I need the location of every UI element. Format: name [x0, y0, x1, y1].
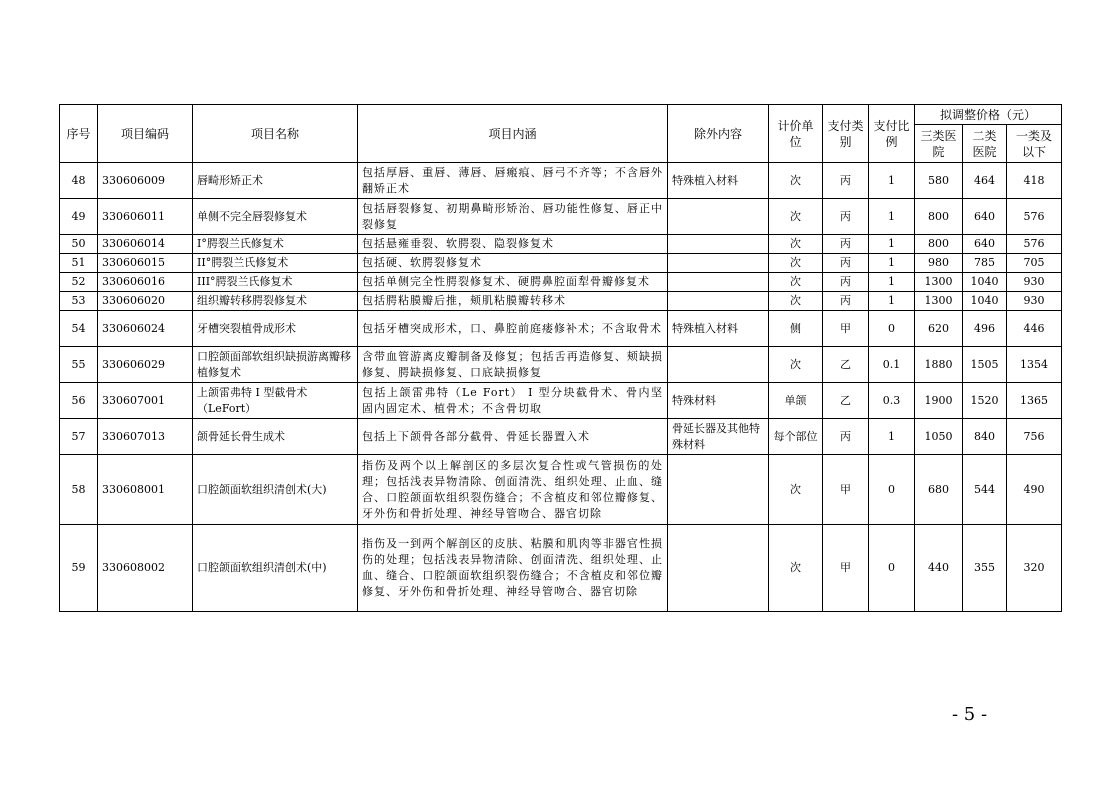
- table-body: [60, 163, 1062, 612]
- cell-pay-ratio: 1: [869, 163, 915, 199]
- cell-pay-type: 乙: [823, 383, 869, 419]
- cell-price-class1: 1354: [1007, 347, 1062, 383]
- header-class2: 二类医院: [963, 125, 1007, 163]
- cell-code: 330606015: [98, 254, 193, 273]
- cell-price-class2: 1520: [963, 383, 1007, 419]
- cell-exclude: [668, 273, 769, 292]
- cell-content: 包括厚唇、重唇、薄唇、唇瘢痕、唇弓不齐等；不含唇外翻矫正术: [358, 163, 668, 199]
- cell-pay-ratio: 0.3: [869, 383, 915, 419]
- cell-code: 330606024: [98, 311, 193, 347]
- cell-content: 含带血管游离皮瓣制备及修复；包括舌再造修复、颊缺损修复、腭缺损修复、口底缺损修复: [358, 347, 668, 383]
- cell-name: 口腔颌面部软组织缺损游离瓣移植修复术: [193, 347, 358, 383]
- table-row: [60, 347, 1062, 383]
- cell-name: I°腭裂兰氏修复术: [193, 235, 358, 254]
- cell-pay-ratio: 1: [869, 292, 915, 311]
- cell-price-class1: 490: [1007, 455, 1062, 525]
- cell-exclude: [668, 199, 769, 235]
- cell-price-class3: 980: [915, 254, 963, 273]
- cell-code: 330606009: [98, 163, 193, 199]
- header-name: 项目名称: [193, 105, 358, 163]
- cell-unit: 次: [769, 235, 823, 254]
- table-row: [60, 163, 1062, 199]
- header-seq: 序号: [60, 105, 98, 163]
- cell-exclude: 特殊材料: [668, 383, 769, 419]
- cell-content: 包括牙槽突成形术，口、鼻腔前庭瘘修补术；不含取骨术: [358, 311, 668, 347]
- cell-price-class3: 1300: [915, 273, 963, 292]
- cell-seq: 50: [60, 235, 98, 254]
- cell-seq: 53: [60, 292, 98, 311]
- cell-price-class1: 446: [1007, 311, 1062, 347]
- cell-price-class3: 580: [915, 163, 963, 199]
- cell-code: 330606029: [98, 347, 193, 383]
- cell-unit: 次: [769, 163, 823, 199]
- cell-seq: 49: [60, 199, 98, 235]
- cell-exclude: [668, 254, 769, 273]
- cell-code: 330608002: [98, 525, 193, 612]
- cell-code: 330606016: [98, 273, 193, 292]
- header-code: 项目编码: [98, 105, 193, 163]
- cell-seq: 59: [60, 525, 98, 612]
- cell-price-class1: 576: [1007, 199, 1062, 235]
- table-row: [60, 383, 1062, 419]
- cell-exclude: [668, 347, 769, 383]
- cell-price-class1: 418: [1007, 163, 1062, 199]
- page-number: - 5 -: [952, 704, 988, 725]
- cell-pay-type: 丙: [823, 254, 869, 273]
- header-pay-type: 支付类别: [823, 105, 869, 163]
- cell-pay-type: 丙: [823, 292, 869, 311]
- cell-pay-type: 丙: [823, 273, 869, 292]
- cell-price-class3: 1050: [915, 419, 963, 455]
- cell-pay-ratio: 1: [869, 273, 915, 292]
- cell-price-class1: 756: [1007, 419, 1062, 455]
- cell-price-class1: 576: [1007, 235, 1062, 254]
- cell-price-class2: 640: [963, 199, 1007, 235]
- header-unit: 计价单位: [769, 105, 823, 163]
- cell-name: 颌骨延长骨生成术: [193, 419, 358, 455]
- table-row: [60, 525, 1062, 612]
- cell-seq: 48: [60, 163, 98, 199]
- header-pay-ratio: 支付比例: [869, 105, 915, 163]
- cell-exclude: [668, 455, 769, 525]
- cell-price-class2: 1040: [963, 273, 1007, 292]
- cell-seq: 56: [60, 383, 98, 419]
- cell-price-class1: 705: [1007, 254, 1062, 273]
- cell-unit: 单颌: [769, 383, 823, 419]
- header-exclude: 除外内容: [668, 105, 769, 163]
- cell-pay-ratio: 1: [869, 235, 915, 254]
- cell-seq: 51: [60, 254, 98, 273]
- cell-content: 包括硬、软腭裂修复术: [358, 254, 668, 273]
- cell-pay-ratio: 1: [869, 419, 915, 455]
- cell-price-class1: 1365: [1007, 383, 1062, 419]
- cell-unit: 次: [769, 525, 823, 612]
- cell-content: 包括单侧完全性腭裂修复术、硬腭鼻腔面犁骨瓣修复术: [358, 273, 668, 292]
- cell-unit: 次: [769, 292, 823, 311]
- cell-unit: 次: [769, 455, 823, 525]
- cell-price-class3: 1300: [915, 292, 963, 311]
- table-row: [60, 273, 1062, 292]
- cell-code: 330606014: [98, 235, 193, 254]
- cell-exclude: 特殊植入材料: [668, 311, 769, 347]
- cell-price-class3: 1900: [915, 383, 963, 419]
- cell-name: II°腭裂兰氏修复术: [193, 254, 358, 273]
- cell-unit: 次: [769, 254, 823, 273]
- cell-unit: 次: [769, 273, 823, 292]
- cell-price-class3: 680: [915, 455, 963, 525]
- cell-price-class2: 640: [963, 235, 1007, 254]
- cell-pay-type: 甲: [823, 311, 869, 347]
- table-row: [60, 455, 1062, 525]
- cell-price-class2: 785: [963, 254, 1007, 273]
- cell-pay-type: 甲: [823, 525, 869, 612]
- cell-content: 包括腭粘膜瓣后推，颊肌粘膜瓣转移术: [358, 292, 668, 311]
- table-row: [60, 199, 1062, 235]
- cell-content: 包括唇裂修复、初期鼻畸形矫治、唇功能性修复、唇正中裂修复: [358, 199, 668, 235]
- cell-seq: 54: [60, 311, 98, 347]
- cell-price-class3: 1880: [915, 347, 963, 383]
- cell-pay-type: 甲: [823, 455, 869, 525]
- cell-pay-ratio: 0: [869, 455, 915, 525]
- cell-exclude: [668, 235, 769, 254]
- cell-price-class2: 544: [963, 455, 1007, 525]
- cell-price-class1: 930: [1007, 292, 1062, 311]
- cell-content: 包括悬雍垂裂、软腭裂、隐裂修复术: [358, 235, 668, 254]
- cell-name: III°腭裂兰氏修复术: [193, 273, 358, 292]
- cell-price-class3: 800: [915, 199, 963, 235]
- cell-name: 牙槽突裂植骨成形术: [193, 311, 358, 347]
- table-row: [60, 311, 1062, 347]
- cell-exclude: 特殊植入材料: [668, 163, 769, 199]
- cell-price-class1: 930: [1007, 273, 1062, 292]
- cell-pay-type: 丙: [823, 163, 869, 199]
- cell-exclude: 骨延长器及其他特殊材料: [668, 419, 769, 455]
- table-row: [60, 419, 1062, 455]
- cell-code: 330607001: [98, 383, 193, 419]
- cell-price-class2: 496: [963, 311, 1007, 347]
- cell-content: 包括上颌雷弗特（Le Fort） I 型分块截骨术、骨内坚固内固定术、植骨术；不含骨切取: [358, 383, 668, 419]
- header-price-group: 拟调整价格（元）: [915, 105, 1062, 125]
- table-row: [60, 235, 1062, 254]
- cell-price-class3: 800: [915, 235, 963, 254]
- cell-pay-ratio: 1: [869, 199, 915, 235]
- cell-pay-ratio: 0.1: [869, 347, 915, 383]
- cell-exclude: [668, 525, 769, 612]
- cell-price-class2: 355: [963, 525, 1007, 612]
- price-table: [59, 104, 1062, 612]
- cell-price-class2: 840: [963, 419, 1007, 455]
- cell-name: 口腔颌面软组织清创术(大): [193, 455, 358, 525]
- cell-code: 330606020: [98, 292, 193, 311]
- cell-content: 指伤及一到两个解剖区的皮肤、粘膜和肌肉等非器官性损伤的处理；包括浅表异物清除、创面清洗、组织处理、止血、缝合、口腔颌面软组织裂伤缝合；不含植皮和邻位瓣修复、牙外伤和骨折处理、神经导管吻合、器官切除: [358, 525, 668, 612]
- cell-code: 330606011: [98, 199, 193, 235]
- cell-name: 组织瓣转移腭裂修复术: [193, 292, 358, 311]
- header-content: 项目内涵: [358, 105, 668, 163]
- cell-name: 单侧不完全唇裂修复术: [193, 199, 358, 235]
- header-class3: 三类医院: [915, 125, 963, 163]
- table-row: [60, 254, 1062, 273]
- cell-pay-ratio: 1: [869, 254, 915, 273]
- cell-price-class2: 1040: [963, 292, 1007, 311]
- cell-content: 包括上下颌骨各部分截骨、骨延长器置入术: [358, 419, 668, 455]
- cell-pay-type: 丙: [823, 199, 869, 235]
- cell-unit: 侧: [769, 311, 823, 347]
- cell-price-class1: 320: [1007, 525, 1062, 612]
- cell-pay-ratio: 0: [869, 311, 915, 347]
- cell-name: 上颌雷弗特 I 型截骨术（LeFort）: [193, 383, 358, 419]
- cell-unit: 次: [769, 199, 823, 235]
- cell-seq: 58: [60, 455, 98, 525]
- cell-name: 口腔颌面软组织清创术(中): [193, 525, 358, 612]
- cell-unit: 次: [769, 347, 823, 383]
- cell-exclude: [668, 292, 769, 311]
- cell-content: 指伤及两个以上解剖区的多层次复合性或气管损伤的处理；包括浅表异物清除、创面清洗、组织处理、止血、缝合、口腔颌面软组织裂伤缝合；不含植皮和邻位瓣修复、牙外伤和骨折处理、神经导管吻合、器官切除: [358, 455, 668, 525]
- cell-unit: 每个部位: [769, 419, 823, 455]
- cell-price-class2: 1505: [963, 347, 1007, 383]
- cell-seq: 57: [60, 419, 98, 455]
- cell-code: 330608001: [98, 455, 193, 525]
- cell-seq: 52: [60, 273, 98, 292]
- cell-price-class3: 620: [915, 311, 963, 347]
- header-class1: 一类及以下: [1007, 125, 1062, 163]
- cell-pay-type: 丙: [823, 235, 869, 254]
- cell-pay-type: 丙: [823, 419, 869, 455]
- cell-seq: 55: [60, 347, 98, 383]
- cell-pay-type: 乙: [823, 347, 869, 383]
- cell-name: 唇畸形矫正术: [193, 163, 358, 199]
- cell-price-class3: 440: [915, 525, 963, 612]
- cell-code: 330607013: [98, 419, 193, 455]
- cell-pay-ratio: 0: [869, 525, 915, 612]
- table-row: [60, 292, 1062, 311]
- cell-price-class2: 464: [963, 163, 1007, 199]
